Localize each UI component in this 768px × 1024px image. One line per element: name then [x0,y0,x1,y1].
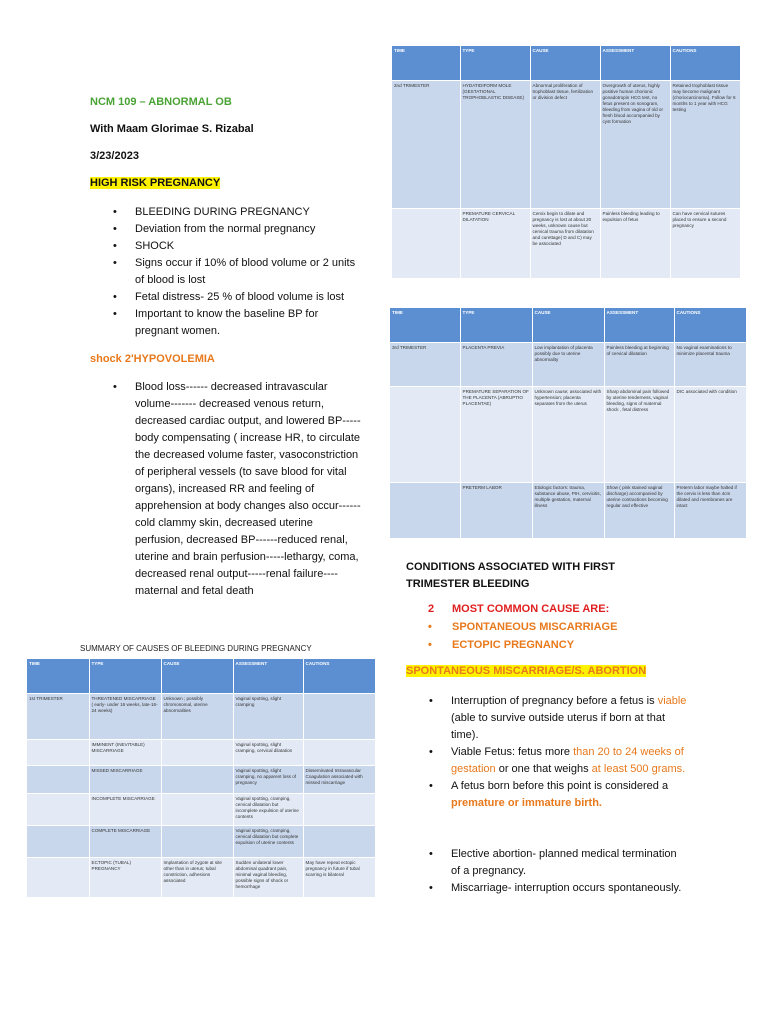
list-item: • Viable Fetus: fetus more than 20 to 24 weeks of gestation or one that weighs at least 500 grams. [429,746,686,775]
cause-bullet: • [428,621,432,633]
table-header-row: TIME TYPE CAUSE ASSESSMENT CAUTIONS [392,46,740,81]
list-item: • Fetal distress- 25 % of blood volume is lost [113,291,345,303]
common-cause-number: 2 [428,603,435,615]
table-header-row: TIME TYPE CAUSE ASSESSMENT CAUTIONS [390,308,746,343]
list-item: • SHOCK [113,240,175,252]
table-row: IMMINENT (INEVITABLE) MISCARRIAGE Vaginal spotting, slight cramping, cervical dilatation [27,740,375,766]
section-spontaneous-abortion: SPONTANEOUS MISCARRIAGE/S. ABORTION [406,665,647,677]
list-item: • A fetus born before this point is considered a premature or immature birth. [429,780,669,809]
list-item: • Signs occur if 10% of blood volume or 2 units of blood is lost [113,257,356,286]
list-item: • Important to know the baseline BP for pregnant women. [113,308,319,337]
table-row: PRETERM LABOR Etiologic factors: trauma, substance abuse, PIH, cervicitis, multiple gestation, maternal illness Show ( pink stained vaginal discharge) accompanied by uterine contractions becoming regular and effective Preterm labor maybe halted if the cervix is less than 4cm dilated and membranes are intact [390,483,746,539]
list-item: • Elective abortion- planned medical termination of a pregnancy. [429,848,677,877]
table-row: PREMATURE CERVICAL DILATATION Cervix begin to dilate and pregnancy is lost at about 20 weeks, unknown cause but cervical trauma from dilatation and curettage( D and C) may be associated Painless bleeding leading to expulsion of fetus Can have cervical sutures placed to ensure a second pregnancy [392,209,740,279]
summary-title: SUMMARY OF CAUSES OF BLEEDING DURING PREGNANCY [80,644,312,653]
table-row: 1st TRIMESTER THREATENED MISCARRIAGE ( early- under 16 weeks, late-16-24 weeks) Unknown ; possibly chromosomal, uterine abnormalities Vaginal spotting, slight cramping [27,694,375,740]
list-item: • Blood loss------ decreased intravascular volume------- decreased venous return, decreased cardiac output, and lowered BP----- body compensating ( increase HR, to circulate the decreased volume faster, vasoconstriction of peripheral vessels (to save blood for vital organs), increased RR and feeling of apprehension at body changes also occur------cold clammy skin, decreased uterine perfusion, decreased BP------reduced renal, uterine and brain perfusion-----lethargy, coma, decreased renal output-----renal failure----maternal and fetal death [113,381,361,597]
table-row: 2nd TRIMESTER HYDATIDIFORM MOLE (GESTATIONAL TROPHOBLASTIC DISEASE) Abnormal proliferation of trophoblast tissue, fertilization or division defect Overgrowth of uterus, highly positive human chorionic gonadotropin HCG test, no fetus present on sonogram, bleeding from vagina of old or fresh blood accompanied by cyst formation Retained trophoblast tissue may become malignant (choriocarcinoma). Follow for 6 months to 1 year with HCG testing [392,81,740,209]
section-hypovolemia: shock 2'HYPOVOLEMIA [90,353,215,365]
conditions-title: CONDITIONS ASSOCIATED WITH FIRST TRIMESTER BLEEDING [406,561,615,590]
list-item: • Miscarriage- interruption occurs spontaneously. [429,882,682,894]
table-header-row: TIME TYPE CAUSE ASSESSMENT CAUTIONS [27,659,375,694]
second-trimester-table [392,46,741,279]
list-item: • BLEEDING DURING PREGNANCY [113,206,310,218]
hypovolemia-list [111,379,361,600]
course-title: NCM 109 – ABNORMAL OB [90,96,232,108]
table-row: MISSED MISCARRIAGE Vaginal spotting, slight cramping, no apparent loss of pregnancy Disseminated Intravascular Coagulation associated with missed miscarriage [27,766,375,794]
high-risk-list [111,204,361,340]
table-row: 3rd TRIMESTER PLACENTA PREVIA Low implantation of placenta possibly due to uterine abnormality Painless bleeding at beginning of cervical dilatation No vaginal examinations to minimize placental trauma [390,343,746,387]
list-item: • Interruption of pregnancy before a fetus is viable (able to survive outside uterus if born at that time). [429,695,687,741]
third-trimester-table [390,308,747,539]
table-row: PREMATURE SEPARATION OF THE PLACENTA (ABRUPTIO PLACENTAE) Unknown cause; associated with hypertension; placenta separates from the uterus Sharp abdominal pain followed by uterine tenderness, vaginal bleeding, signs of maternal shock , fetal distress DIC associated with condition [390,387,746,483]
table-row: COMPLETE MISCARRIAGE Vaginal spotting, cramping, cervical dilatation but complete expulsion of uterine contents [27,826,375,858]
table-row: INCOMPLETE MISCARRIAGE Vaginal spotting, cramping, cervical dilatation but incomplete expulsion of uterine contents [27,794,375,826]
instructor: With Maam Glorimae S. Rizabal [90,123,254,135]
list-item: • Deviation from the normal pregnancy [113,223,316,235]
common-cause-label: MOST COMMON CAUSE ARE: [452,603,610,615]
lecture-date: 3/23/2023 [90,150,139,162]
table-row: ECTOPIC (TUBAL) PREGNANCY Implantation of zygote at site other than in uterus; tubal constriction, adhesions associated Sudden unilateral lower abdominal quadrant pain, minimal vaginal bleeding, possible signs of shock or hemorrhage May have repeat ectopic pregnancy in future if tubal scarring is bilateral [27,858,375,898]
summary-table [27,659,376,898]
miscarriage-list [427,693,687,812]
cause-spontaneous: SPONTANEOUS MISCARRIAGE [452,621,618,633]
abortion-types-list [427,846,687,897]
cause-ectopic: ECTOPIC PREGNANCY [452,639,575,651]
cause-bullet: • [428,639,432,651]
section-high-risk: HIGH RISK PREGNANCY [90,177,221,189]
